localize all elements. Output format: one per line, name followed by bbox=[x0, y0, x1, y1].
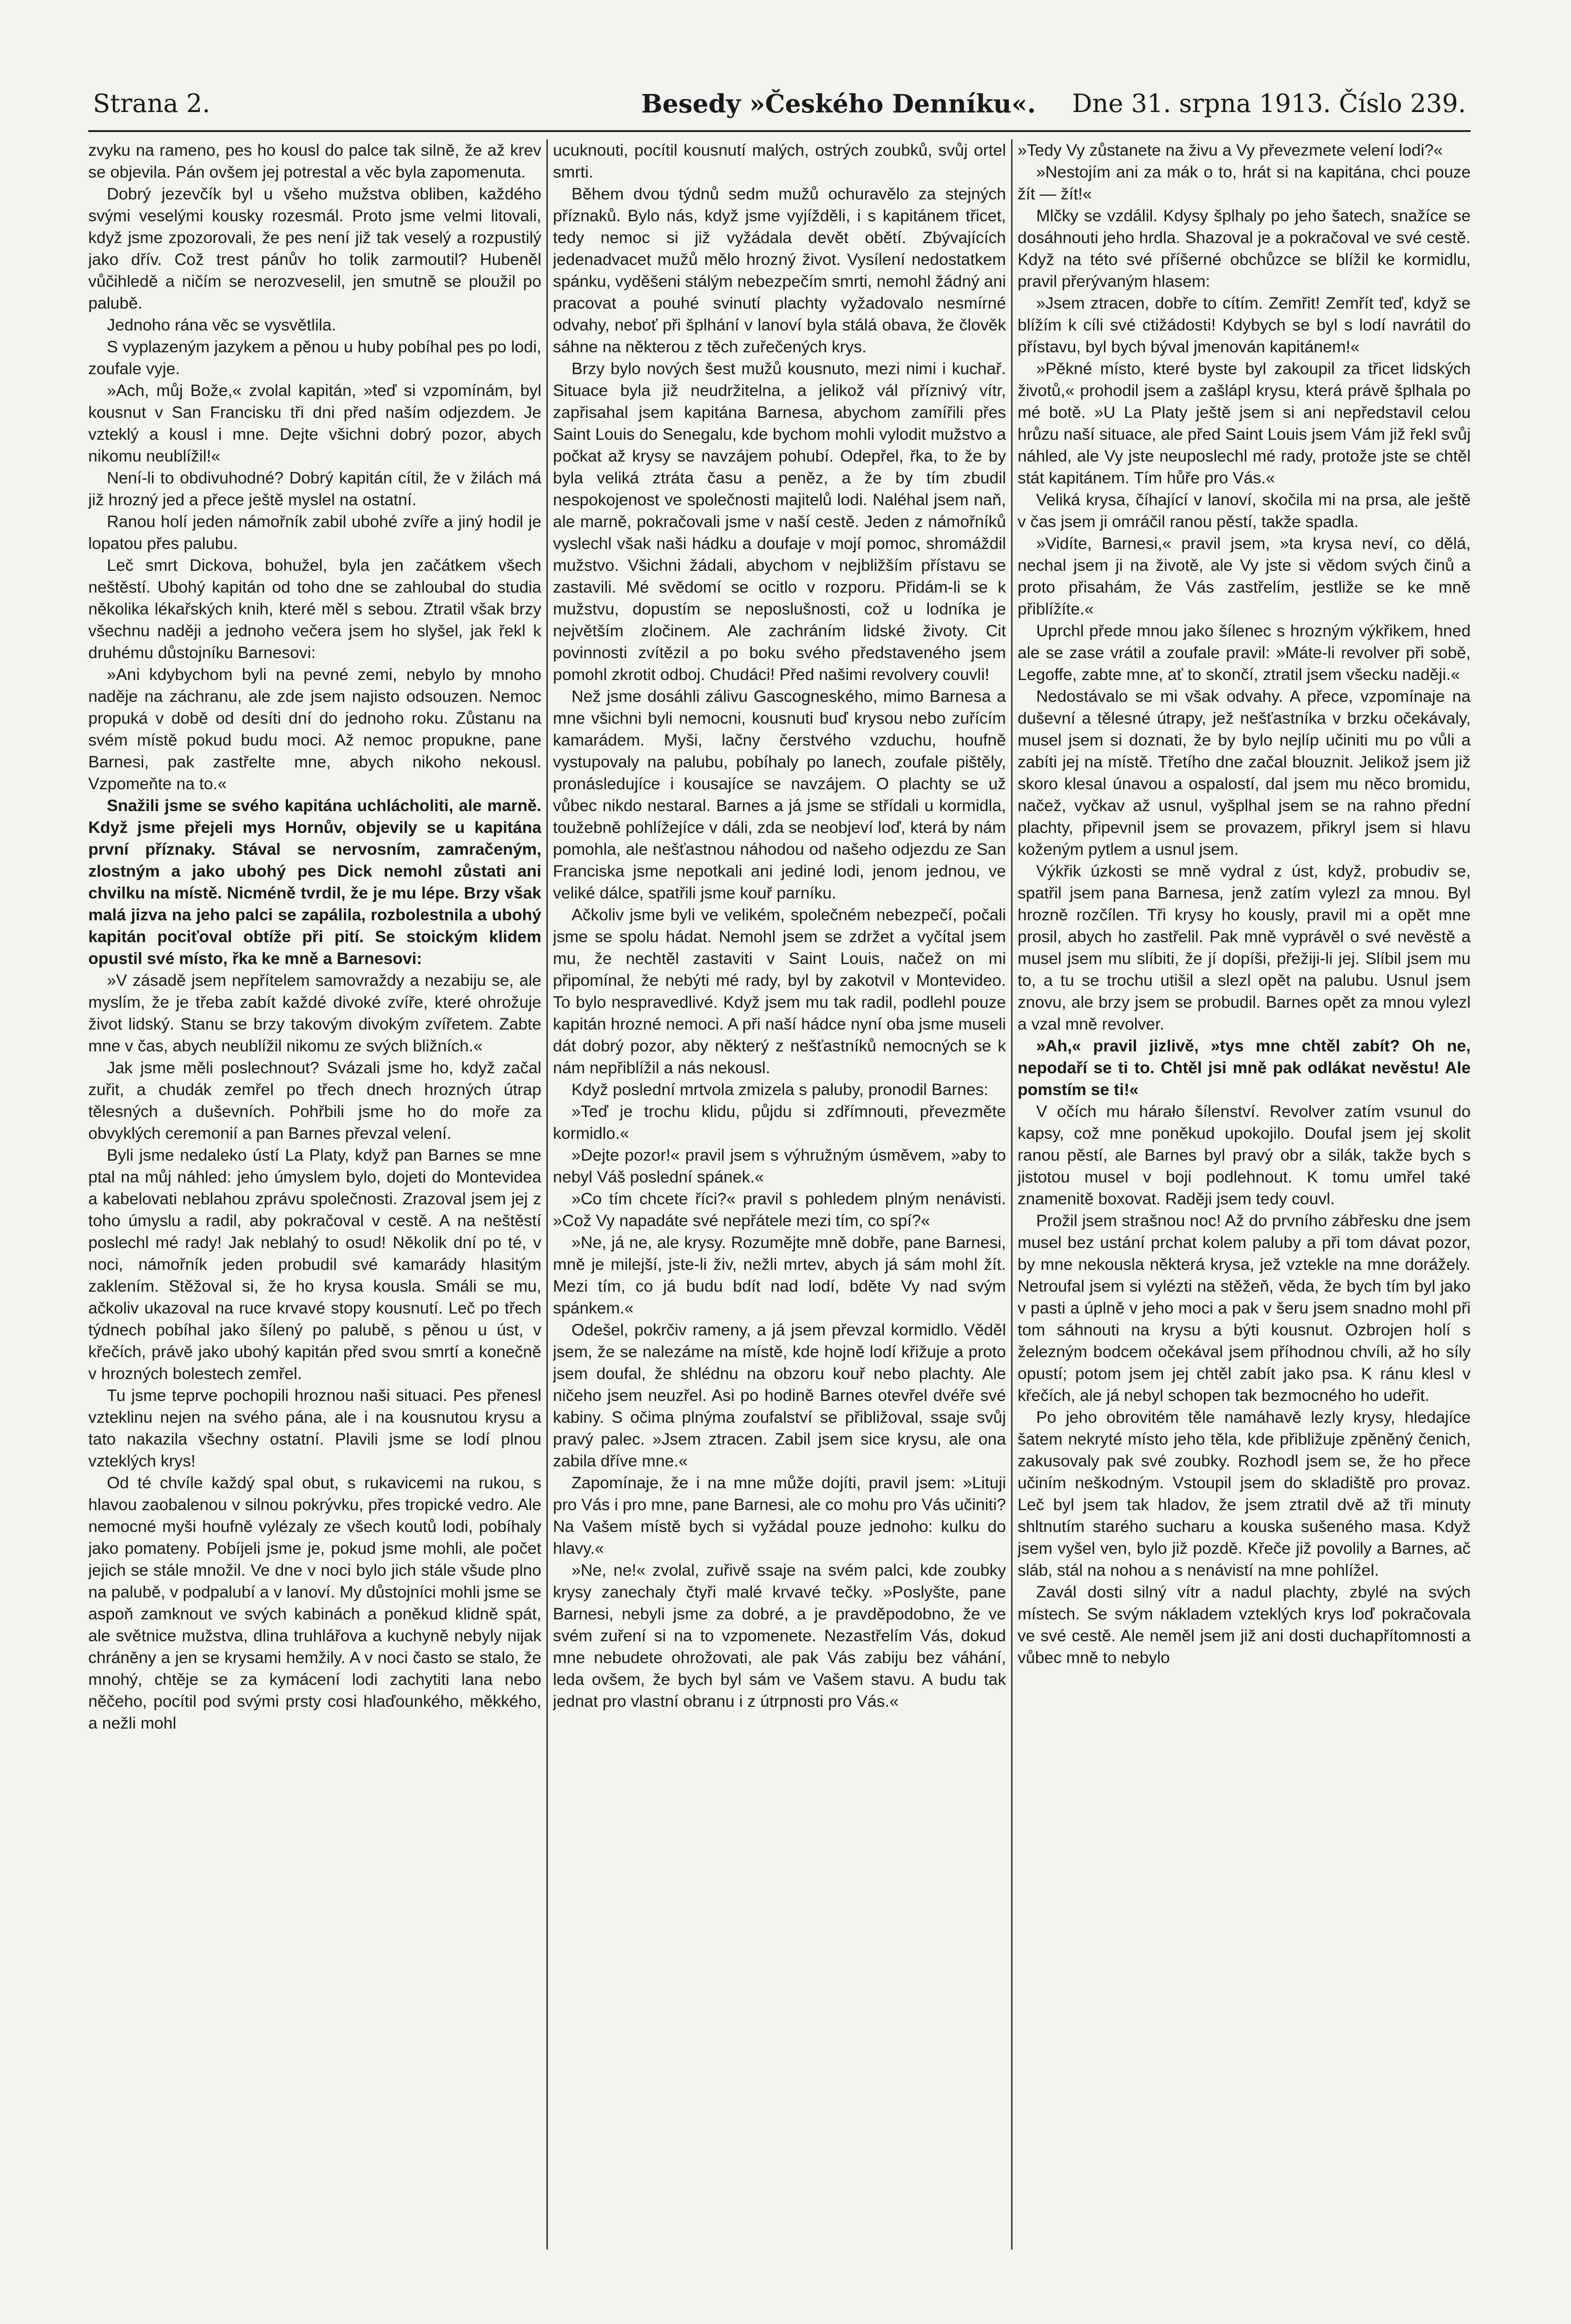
column-1 bbox=[88, 139, 541, 2250]
paragraph: »Pěkné místo, které byste byl zakoupil za třicet lidských životů,« prohodil jsem a zašlápl krysu, která právě šplhala po mé botě. »U La Platy ještě jsem si ani nepředstavil celou hrůzu naší situace, ale před Saint Louis jsem Vám již řekl svůj náhled, ale Vy jste neuposlechl mé rady, protože jste se chtěl stát kapitánem. Tím hůře pro Vás.« bbox=[1018, 359, 1471, 487]
column-3 bbox=[1018, 139, 1471, 2250]
paragraph: »Ach, můj Bože,« zvolal kapitán, »teď si vzpomínám, byl kousnut v San Francisku tři dni před naším odjezdem. Je vzteklý a kousl i mne. Dejte všichni dobrý pozor, abych nikomu neublížil!« bbox=[88, 381, 541, 465]
paragraph: Leč smrt Dickova, bohužel, byla jen začátkem všech neštěstí. Ubohý kapitán od toho dne se zahloubal do studia několika lékařských knih, které měl s sebou. Ztratil však brzy všechnu naději a jednoho večera jsem ho slyšel, jak řekl k druhému důstojníku Barnesovi: bbox=[88, 556, 541, 662]
paragraph: »Ani kdybychom byli na pevné zemi, nebylo by mnoho naděje na záchranu, ale zde jsem najisto odsouzen. Nemoc propuká v době od desíti dní do jednoho roku. Zůstanu na svém místě pokud budu moci. Až nemoc propukne, pane Barnesi, pak zastřelte mne, abych nikoho nekousl. Vzpomeňte na to.« bbox=[88, 665, 541, 793]
paragraph: Prožil jsem strašnou noc! Až do prvního zábřesku dne jsem musel bez ustání prchat kolem paluby a při tom dávat pozor, by mne nekousla některá krysa, jež vztekle na mne dorážely. Netroufal jsem si vylézti na stěžeň, věda, že bych tím byl jako v pasti a úplně v jeho moci a pak v šeru jsem snadno mohl při tom sáhnouti na krysu a býti kousnut. Ozbrojen holí s železným bodcem očekával jsem příhodnou chvíli, až ho síly opustí; potom jsem jej chtěl zabít jako psa. K ránu klesl v křečích, ale já nebyl schopen tak bezmocného ho udeřit. bbox=[1018, 1211, 1471, 1405]
paragraph: Jednoho rána věc se vysvětlila. bbox=[107, 316, 336, 334]
paragraph: Veliká krysa, číhající v lanoví, skočila mi na prsa, ale ještě v čas jsem ji omráčil ranou pěstí, takže spadla. bbox=[1018, 490, 1471, 531]
page-number: Strana 2. bbox=[93, 89, 210, 118]
paragraph: »Ne, ne!« zvolal, zuřivě ssaje na svém palci, kde zoubky krysy zanechaly čtyři malé krvavé tečky. »Poslyšte, pane Barnesi, nebyli jsme za dobré, a je pravděpodobno, že ve svém zuření si na to vzpomenete. Nezastřelím Vás, dokud mne nebudete ohrožovati, ale pak Vás zabiju bez váhání, leda ovšem, že bych byl sám ve Vašem stavu. A budu tak jednat pro vlastní obranu i z útrpnosti pro Vás.« bbox=[553, 1561, 1006, 1710]
paragraph: Mlčky se vzdálil. Kdysy šplhaly po jeho šatech, snažíce se dosáhnouti jeho hrdla. Shazoval je a pokračoval ve své cestě. Když na této své příšerné obchůzce se blížil ke kormidlu, pravil přerývaným hlasem: bbox=[1018, 206, 1471, 290]
publication-title: Besedy »Českého Denníku«. bbox=[641, 89, 1036, 119]
paragraph: Snažili jsme se svého kapitána uchlácholiti, ale marně. Když jsme přejeli mys Hornův, objevily se u kapitána první příznaky. Stával se nervosním, zamračeným, zlostným a jako ubohý pes Dick nemohl zůstati ani chvilku na místě. Nicméně tvrdil, že je mu lépe. Brzy však malá jizva na jeho palci se zapálila, rozbolestnila a ubohý kapitán pociťoval obtíže při pití. Se stoickým klidem opustil své místo, řka ke mně a Barnesovi: bbox=[88, 796, 541, 968]
paragraph: Ačkoliv jsme byli ve velikém, společném nebezpečí, počali jsme se spolu hádat. Nemohl jsem se zdržet a vyčítal jsem mu, že nechtěl zastaviti v Saint Louis, načež on mi připomínal, že nebýti mé rady, byl by zakotvil v Montevideo. To bylo nespravedlivé. Když jsem mu tak radil, podlehl pouze kapitán hrozné nemoci. A při naší hádce nyní oba jsme museli dát dobrý pozor, aby některý z nešťastníků nemocných se k nám nepřiblížil a nás nekousl. bbox=[553, 905, 1006, 1077]
paragraph: Nedostávalo se mi však odvahy. A přece, vzpomínaje na duševní a tělesné útrapy, jež nešťastníka v brzku očekávaly, musel jsem si doznati, že by bylo nejlíp učiniti mu po vůli a zabíti jej na místě. Třetího dne začal blouznit. Jelikož jsem již skoro klesal únavou a ospalostí, dal jsem mu něco bromidu, načež, vyčkav až usnul, vyšplhal jsem se na rahno přední plachty, připevnil jsem se provazem, přikryl jsem si hlavu koženým pytlem a usnul jsem. bbox=[1018, 687, 1471, 858]
paragraph: Není-li to obdivuhodné? Dobrý kapitán cítil, že v žilách má již hrozný jed a přece ještě myslel na ostatní. bbox=[88, 469, 541, 509]
paragraph: »V zásadě jsem nepřítelem samovraždy a nezabiju se, ale myslím, že je třeba zabít každé divoké zvíře, které ohrožuje život lidský. Stanu se brzy takovým divokým zvířetem. Zabte mne v čas, abych neublížil nikomu ze svých bližních.« bbox=[88, 971, 541, 1055]
date-and-issue: Dne 31. srpna 1913. Číslo 239. bbox=[1072, 89, 1466, 118]
page-header bbox=[88, 79, 1471, 132]
column-rule bbox=[1011, 139, 1012, 2250]
paragraph: Byli jsme nedaleko ústí La Platy, když pan Barnes se mne ptal na můj náhled: jeho úmyslem bylo, dojeti do Montevidea a kabelovati neblahou zprávu společnosti. Zrazoval jsem jej z toho úmyslu a radil, aby pokračoval v cestě. A na neštěstí poslechl mé rady! Jak neblahý to osud! Několik dní po té, v noci, námořník jeden probudil své kamarády hlasitým zaklením. Stěžoval si, že ho krysa kousla. Smáli se mu, ačkoliv ukazoval na ruce krvavé stopy kousnutí. Leč po třech týdnech pobíhal jako šílený po palubě, s pěnou u úst, v křečích, právě jako ubohý kapitán před svou smrtí a konečně v hrozných bolestech zemřel. bbox=[88, 1146, 541, 1383]
paragraph: »Jsem ztracen, dobře to cítím. Zemřit! Zemřít teď, když se blížím k cíli své ctižádosti! Kdybych se byl s lodí navrátil do přístavu, byl bych býval jmenován kapitánem!« bbox=[1018, 294, 1471, 356]
paragraph: Zavál dosti silný vítr a nadul plachty, zbylé na svých místech. Se svým nákladem vzteklých krys loď pokračovala ve své cestě. Ale neměl jsem již ani dosti duchapřítomnosti a vůbec mně to nebylo bbox=[1018, 1583, 1471, 1667]
paragraph: Po jeho obrovitém těle namáhavě lezly krysy, hledajíce šatem nekryté místo jeho těla, kde přibližuje zpěněný čenich, zakusovaly pak své zoubky. Rozhodl jsem se, že ho přece učiním neškodným. Vstoupil jsem do skladiště pro provaz. Leč byl jsem tak hladov, že jsem ztratil dvě až tři minuty shltnutím starého sucharu a kouska sušeného masa. Když jsem vyšel ven, bylo již pozdě. Křeče již povolily a Barnes, ač sláb, stál na nohou a s nenávistí na mne pohlížel. bbox=[1018, 1408, 1471, 1579]
paragraph: Dobrý jezevčík byl u všeho mužstva obliben, každého svými veselými kousky rozesmál. Proto jsme velmi litovali, když jsme zpozorovali, že pes není již tak veselý a rozpustilý jako dřív. Což trest pánův ho tolik zarmoutil? Hubeněl vůčihledě a ničím se nerozveselil, jen smutně se ploužil po palubě. bbox=[88, 185, 541, 312]
paragraph: S vyplazeným jazykem a pěnou u huby pobíhal pes po lodi, zoufale vyje. bbox=[88, 337, 541, 378]
paragraph: »Teď je trochu klidu, půjdu si zdřímnouti, převezměte kormidlo.« bbox=[553, 1102, 1006, 1142]
column-2 bbox=[553, 139, 1006, 2250]
paragraph: Odešel, pokrčiv rameny, a já jsem převzal kormidlo. Věděl jsem, že se nalezáme na místě, kde hojně lodí křižuje a proto jsem doufal, že shlédnu na obzoru kouř nebo plachty. Ale ničeho jsem neuzřel. Asi po hodině Barnes otevřel dvéře své kabiny. S očima plnýma zoufalství se přibližoval, ssaje svůj pravý palec. »Jsem ztracen. Zabil jsem sice krysu, ale ona zabila dříve mne.« bbox=[553, 1320, 1006, 1470]
paragraph: Zapomínaje, že i na mne může dojíti, pravil jsem: »Lituji pro Vás i pro mne, pane Barnesi, ale co mohu pro Vás učiniti? Na Vašem místě bych si vyžádal pouze jednoho: kulku do hlavy.« bbox=[553, 1473, 1006, 1558]
paragraph: »Tedy Vy zůstanete na živu a Vy převezmete velení lodi?« bbox=[1018, 141, 1443, 159]
paragraph: »Ne, já ne, ale krysy. Rozumějte mně dobře, pane Barnesi, mně je milejší, jste-li živ, nežli mrtev, abych já sám mohl žít. Mezi tím, co já budu bdít nad lodí, bděte Vy nad svým spánkem.« bbox=[553, 1233, 1006, 1317]
column-rule bbox=[546, 139, 548, 2250]
paragraph: Uprchl přede mnou jako šílenec s hrozným výkřikem, hned ale se zase vrátil a zoufale pravil: »Máte-li revolver při sobě, Legoffe, zabte mne, ať to skončí, ztratil jsem všecku naději.« bbox=[1018, 621, 1471, 684]
paragraph: Výkřik úzkosti se mně vydral z úst, když, probudiv se, spatřil jsem pana Barnesa, jenž zatím vylezl za mnou. Byl hrozně rozčílen. Tři krysy ho kously, pravil mi a opět mne prosil, abych ho zastřelil. Pak mně vyprávěl o své nevěstě a musel jsem mu slíbiti, že jí dopíši, přežiji-li jej. Slíbil jsem mu to, a tu se trochu utišil a slezl opět na palubu. Usnul jsem znovu, ale brzy jsem se probudil. Barnes opět za mnou vylezl a vzal mně revolver. bbox=[1018, 862, 1471, 1033]
paragraph: »Nestojím ani za mák o to, hrát si na kapitána, chci pouze žít — žít!« bbox=[1018, 163, 1471, 203]
paragraph: »Dejte pozor!« pravil jsem s výhružným úsměvem, »aby to nebyl Váš poslední spánek.« bbox=[553, 1146, 1006, 1186]
paragraph: Od té chvíle každý spal obut, s rukavicemi na rukou, s hlavou zaobalenou v silnou pokrývku, přes tropické vedro. Ale nemocné myši houfně vylézaly ze všech koutů lodi, pobíhaly jako pomateny. Pobíjeli jsme je, pokud jsme mohli, ale počet jejich se stále množil. Ve dne v noci bylo jich stále všude plno na palubě, v podpalubí a v lanoví. My důstojníci mohli jsme se aspoň zamknout ve svých kabinách a poněkud klidně spát, ale světnice mužstva, dlina truhlářova a kuchyně nebyly nijak chráněny a jen se krysami hemžily. A v noci často se stalo, že mnohý, chtěje se za kymácení lodi zachytiti lana nebo něčeho, pocítil pod svými prsty cosi hlaďounkého, měkkého, a nežli mohl bbox=[88, 1473, 541, 1732]
paragraph: »Ah,« pravil jizlivě, »tys mne chtěl zabít? Oh ne, nepodaří se ti to. Chtěl jsi mně pak odlákat nevěstu! Ale pomstím se ti!« bbox=[1018, 1037, 1471, 1099]
paragraph: Během dvou týdnů sedm mužů ochuravělo za stejných příznaků. Bylo nás, když jsme vyjížděli, i s kapitánem třicet, tedy nemoc si již vyžádala devět obětí. Zbývajících jedenadvacet mužů mělo hrozný život. Vysílení nedostatkem spánku, vyděšeni stálým nebezpečím smrti, nemohl žádný ani pracovat a pouhé svinutí plachty vyžadovalo nesmírné odvahy, neboť při šplhání v lanoví byla stálá obava, že člověk sáhne na některou z těch zuřečených krys. bbox=[553, 185, 1006, 356]
paragraph: zvyku na rameno, pes ho kousl do palce tak silně, že až krev se objevila. Pán ovšem jej potrestal a věc byla zapomenuta. bbox=[88, 141, 541, 181]
paragraph: ucuknouti, pocítil kousnutí malých, ostrých zoubků, svůj ortel smrti. bbox=[553, 141, 1006, 181]
paragraph: Jak jsme měli poslechnout? Svázali jsme ho, když začal zuřit, a chudák zemřel po třech dnech hrozných útrap tělesných a duševních. Pohřbili jsme ho do moře za obvyklých ceremonií a pan Barnes převzal velení. bbox=[88, 1058, 541, 1142]
paragraph: Ranou holí jeden námořník zabil ubohé zvíře a jiný hodil je lopatou přes palubu. bbox=[88, 512, 541, 553]
paragraph: Tu jsme teprve pochopili hroznou naši situaci. Pes přenesl vzteklinu nejen na svého pána, ale i na kousnutou krysu a tato nakazila všechny ostatní. Plavili jsme se lodí plnou vzteklých krys! bbox=[88, 1386, 541, 1470]
newspaper-page bbox=[88, 79, 1471, 2264]
paragraph: Brzy bylo nových šest mužů kousnuto, mezi nimi i kuchař. Situace byla již neudržitelna, a jelikož vál příznivý vítr, zapřisahal jsem kapitána Barnesa, abychom zamířili přes Saint Louis do Senegalu, kde bychom mohli vylodit mužstvo a počkat až krysy se navzájem pohubí. Odepřel, řka, to že by byla veliká ztráta času a peněz, a že by tím zbudil nespokojenost ve společnosti majitelů lodi. Naléhal jsem naň, ale marně, pokračovali jsme v naší cestě. Jeden z námořníků vyslechl však naši hádku a doufaje v mojí pomoc, shromáždil mužstvo. Všichni žádali, abychom v nejbližším přístavu se zastavili. Mé svědomí se ocitlo v rozporu. Přidám-li se k mužstvu, dopustím se neposlušnosti, což u lodníka je největším zločinem. Ale zachráním lidské životy. Cit povinnosti zvítězil a po boku svého představeného jsem pomohl zkrotit odboj. Chudáci! Před našimi revolvery couvli! bbox=[553, 359, 1006, 684]
paragraph: »Vidíte, Barnesi,« pravil jsem, »ta krysa neví, co dělá, nechal jsem ji na životě, ale Vy jste si vědom svých činů a proto přisahám, že Vás zastřelím, jestliže se ke mně přiblížíte.« bbox=[1018, 534, 1471, 618]
text-columns bbox=[88, 139, 1471, 2250]
paragraph: Když poslední mrtvola zmizela s paluby, pronodil Barnes: bbox=[572, 1080, 989, 1099]
paragraph: »Co tím chcete říci?« pravil s pohledem plným nenávisti. »Což Vy napadáte své nepřátele mezi tím, co spí?« bbox=[553, 1189, 1006, 1230]
paragraph: V očích mu hárało šílenství. Revolver zatím vsunul do kapsy, což mne poněkud upokojilo. Doufal jsem jej skolit ranou pěstí, ale Barnes byl pravý obr a silák, takže bych s jistotou musel v boji podlehnout. K tomu umřel také znamenitě boxovat. Raději jsem tedy couvl. bbox=[1018, 1102, 1471, 1208]
paragraph: Než jsme dosáhli zálivu Gascogneského, mimo Barnesa a mne všichni byli nemocni, kousnuti buď krysou nebo zuřícím kamarádem. Myši, lačny čerstvého vzduchu, houfně vystupovaly na palubu, pobíhaly po lanech, zoufale pištěly, pronásledujíce i kousajíce se navzájem. O plachty se už vůbec nikdo nestaral. Barnes a já jsme se střídali u kormidla, toužebně pohlížejíce v dáli, zda se neobjeví loď, která by nám pomohla, ale nešťastnou náhodou od našeho odjezdu ze San Franciska jsme nepotkali ani jediné lodi, jenom jednou, ve veliké dálce, spatřili jsme kouř parníku. bbox=[553, 687, 1006, 902]
